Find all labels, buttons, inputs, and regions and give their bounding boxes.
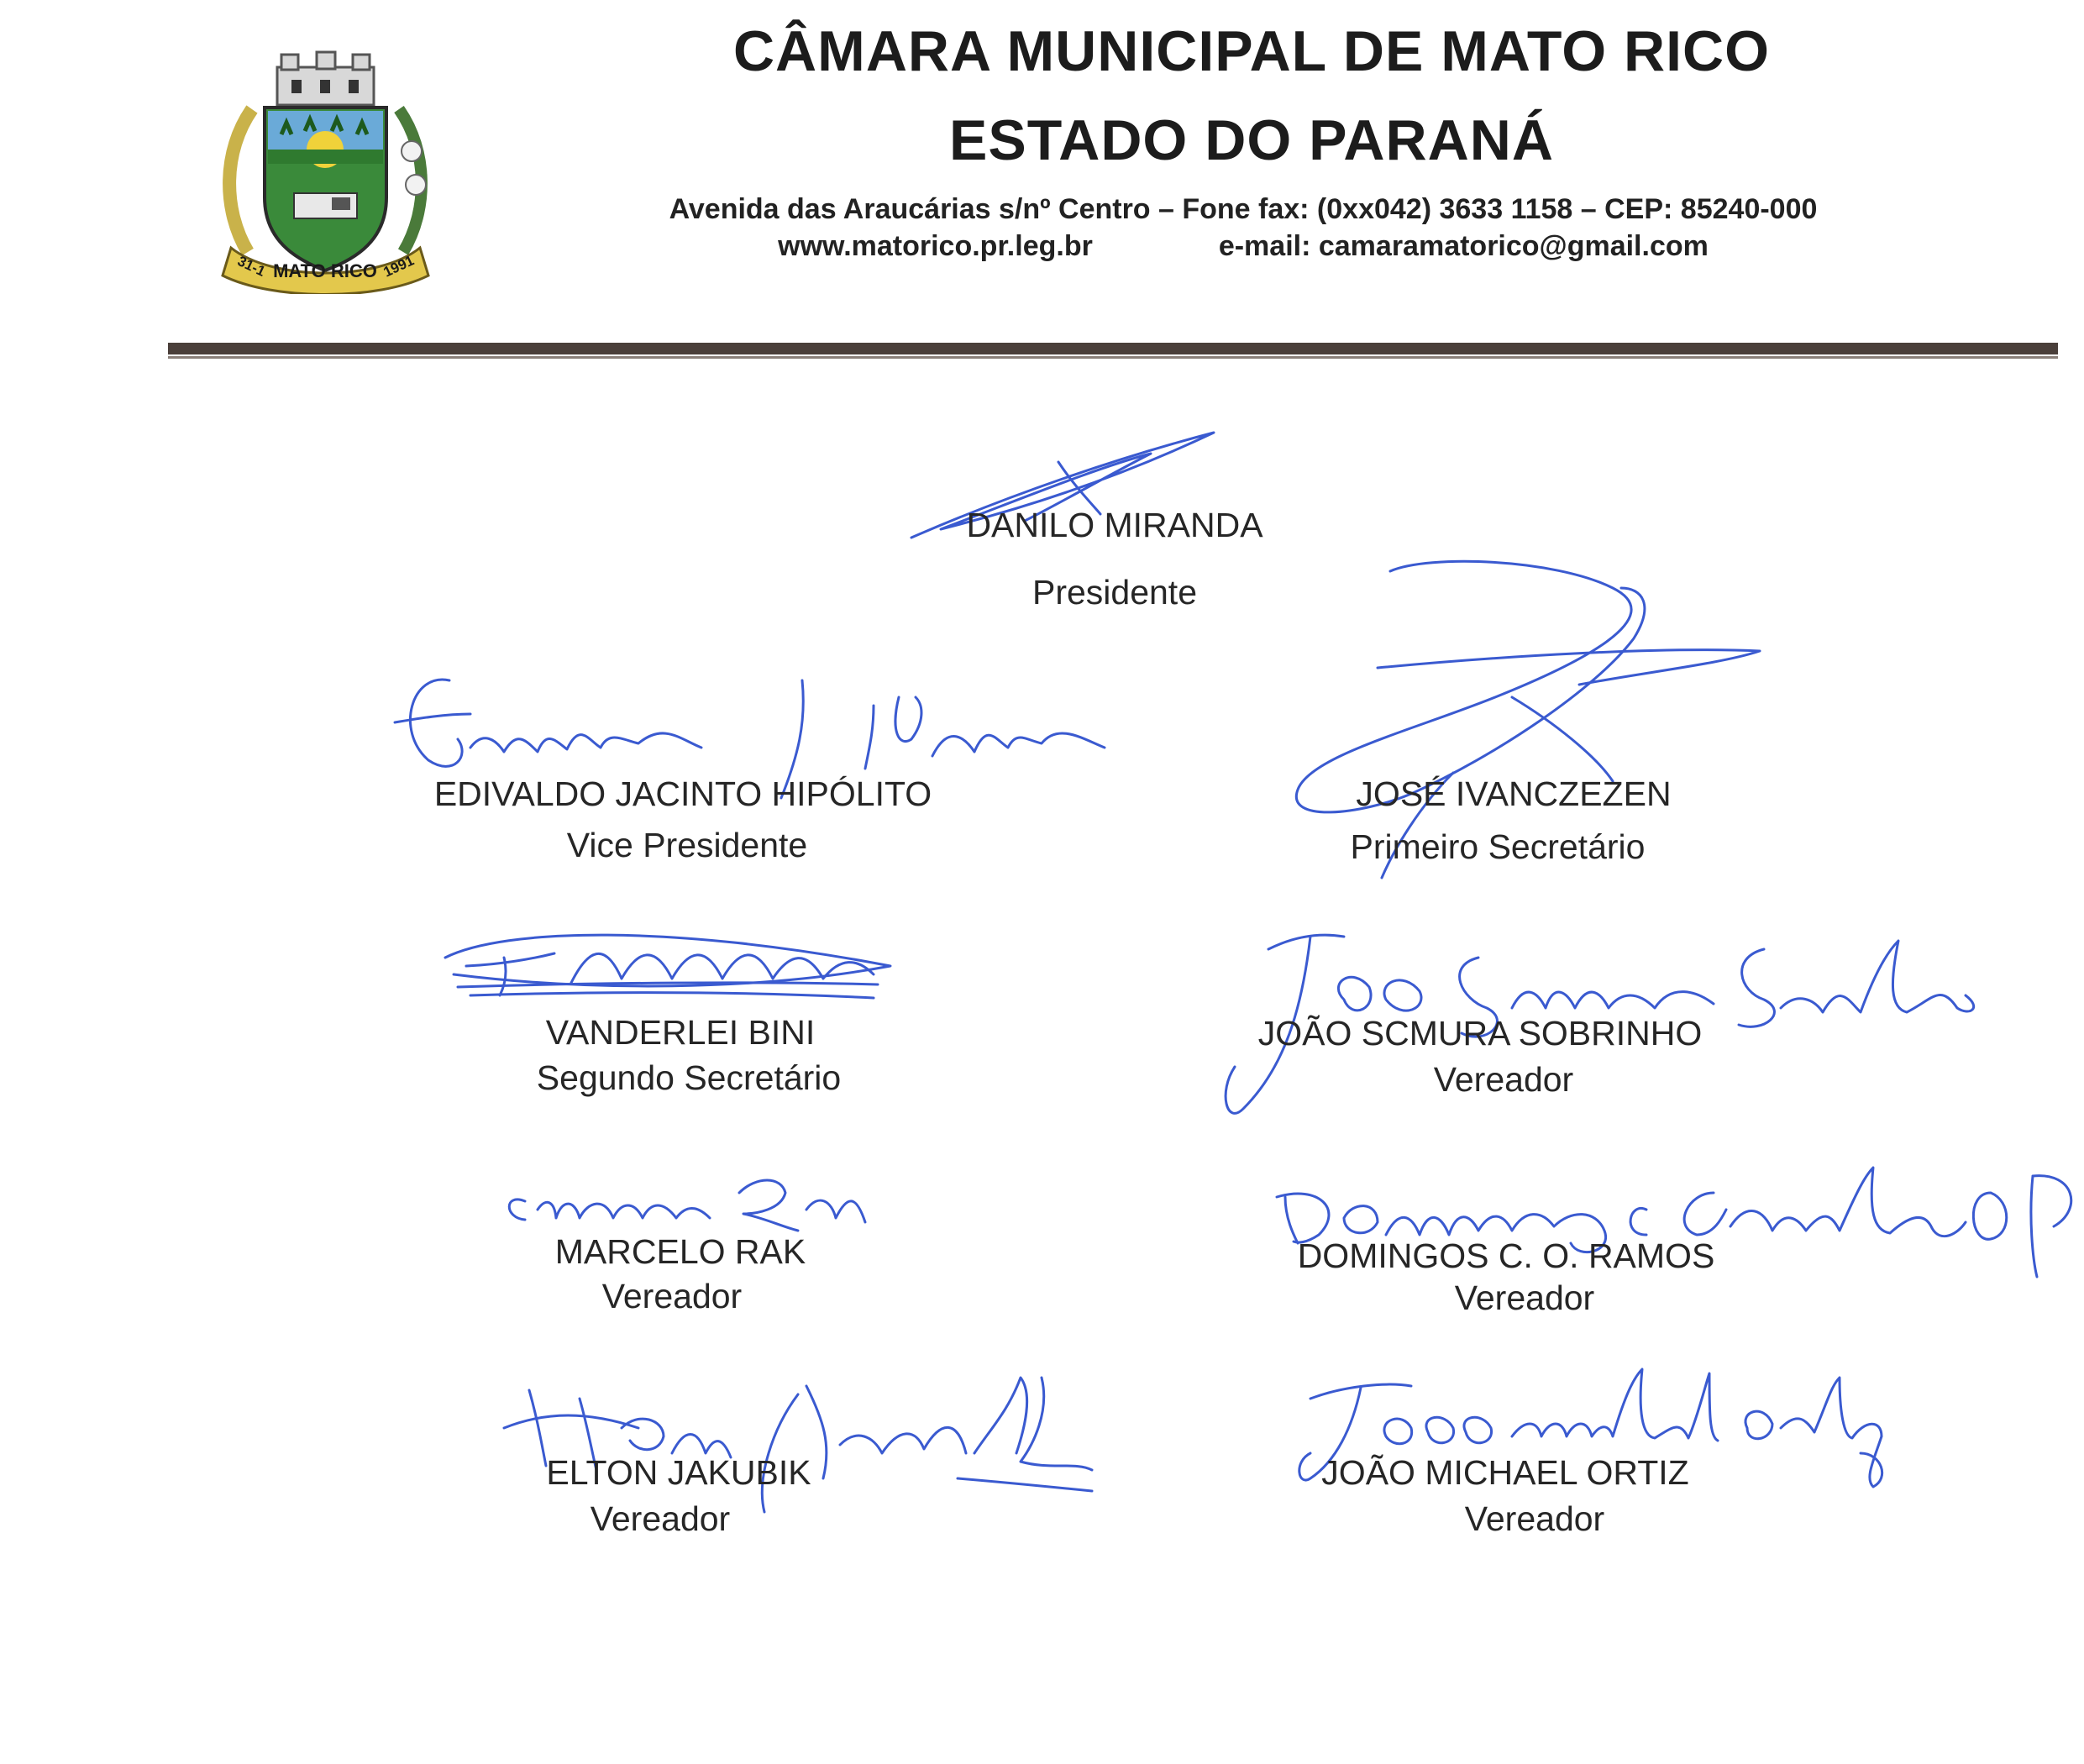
signatory-role-joao-michael: Vereador bbox=[1464, 1499, 1605, 1538]
signature-vanderlei-bini bbox=[445, 935, 890, 998]
signatory-name-domingos: DOMINGOS C. O. RAMOS bbox=[1297, 1236, 1715, 1275]
email-link[interactable]: e-mail: camaramatorico@gmail.com bbox=[1218, 230, 1709, 262]
web-contact-line bbox=[538, 230, 1949, 263]
header-divider bbox=[168, 343, 2058, 354]
signatory-role-president: Presidente bbox=[1032, 573, 1198, 612]
crest-date-left: 31-1 bbox=[234, 253, 268, 280]
crest-ribbon-text: MATO RICO bbox=[273, 260, 377, 281]
address-line: Avenida das Araucárias s/nº Centro – Fone fax: (0xx042) 3633 1158 – CEP: 85240-000 bbox=[669, 193, 1818, 225]
signature-marcelo-rak bbox=[509, 1180, 865, 1231]
signatory-role-vice-president: Vice Presidente bbox=[566, 826, 808, 864]
state-title: ESTADO DO PARANÁ bbox=[949, 108, 1554, 172]
signatory-name-joao-michael: JOÃO MICHAEL ORTIZ bbox=[1321, 1453, 1689, 1492]
website-link[interactable]: www.matorico.pr.leg.br bbox=[778, 230, 1093, 262]
crest-date-right: 1991 bbox=[381, 252, 417, 281]
signatory-name-president: DANILO MIRANDA bbox=[966, 506, 1263, 544]
signatory-role-first-secretary: Primeiro Secretário bbox=[1350, 827, 1646, 866]
signatory-role-second-secretary: Segundo Secretário bbox=[536, 1058, 842, 1097]
signatory-name-second-secretary: VANDERLEI BINI bbox=[545, 1013, 816, 1052]
signatory-name-marcelo-rak: MARCELO RAK bbox=[554, 1232, 806, 1271]
header-divider-shadow bbox=[168, 356, 2058, 359]
signatory-name-joao-scmura: JOÃO SCMURA SOBRINHO bbox=[1257, 1014, 1703, 1053]
signatory-name-vice-president: EDIVALDO JACINTO HIPÓLITO bbox=[433, 774, 932, 813]
signatory-name-first-secretary: JOSÉ IVANCZEZEN bbox=[1356, 774, 1672, 813]
municipal-crest-logo bbox=[214, 50, 437, 294]
signatory-role-elton-jakubik: Vereador bbox=[590, 1499, 731, 1538]
council-title: CÂMARA MUNICIPAL DE MATO RICO bbox=[732, 19, 1771, 83]
signatory-role-marcelo-rak: Vereador bbox=[601, 1277, 743, 1315]
signatory-name-elton-jakubik: ELTON JAKUBIK bbox=[546, 1453, 811, 1492]
signatory-role-domingos: Vereador bbox=[1454, 1278, 1595, 1317]
signatory-role-joao-scmura: Vereador bbox=[1433, 1060, 1574, 1099]
